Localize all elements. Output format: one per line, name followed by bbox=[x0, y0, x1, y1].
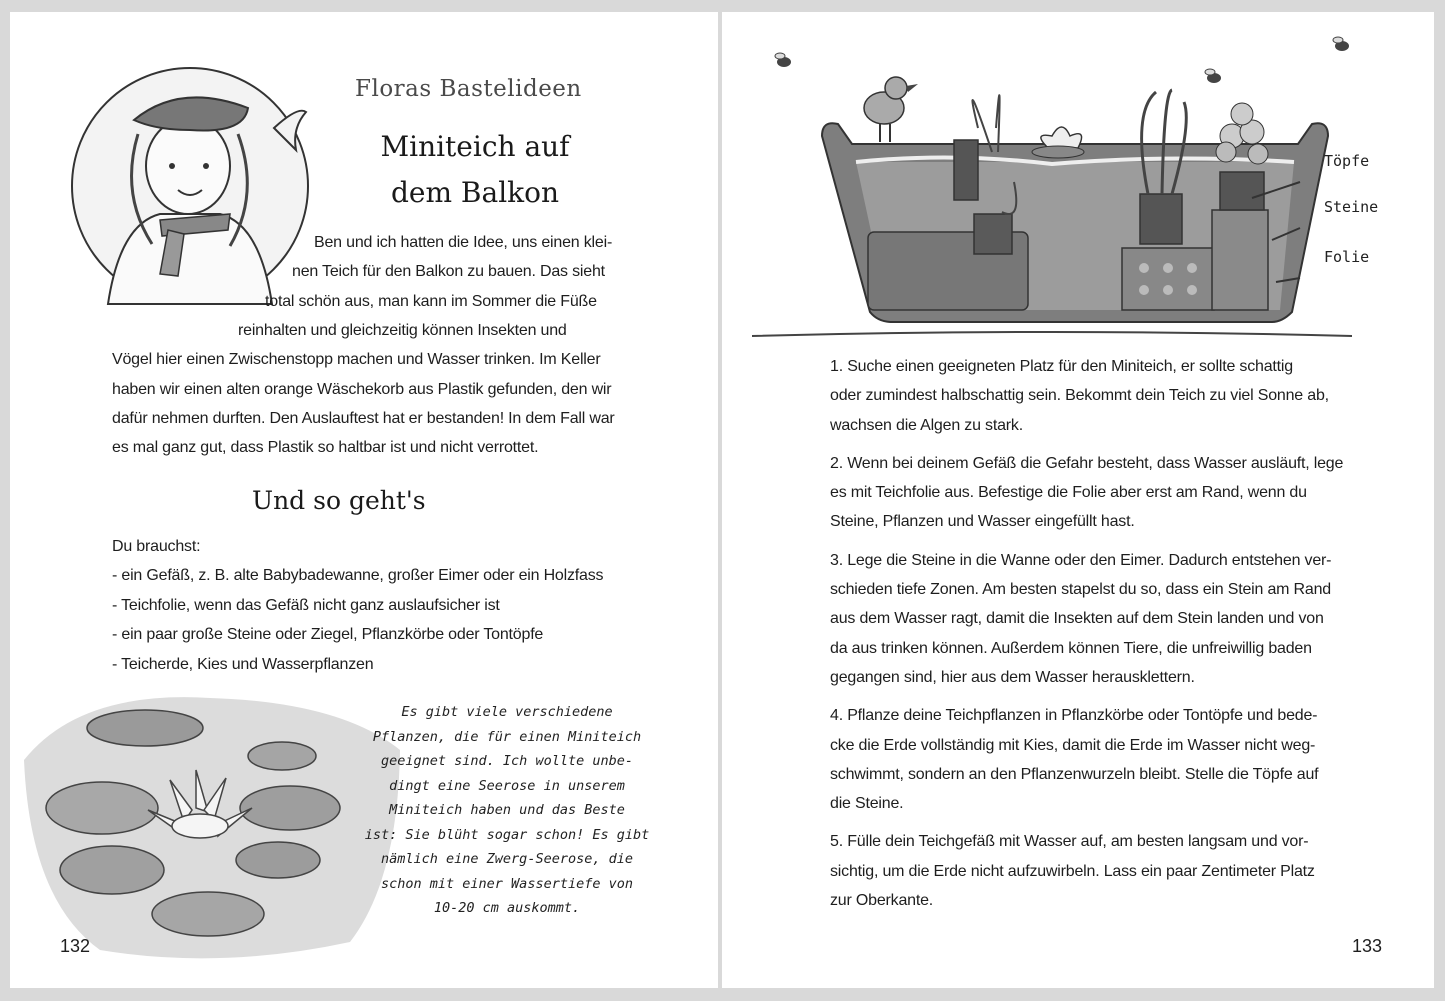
materials-item: - ein Gefäß, z. B. alte Babybadewanne, großer Eimer oder ein Holzfass bbox=[112, 567, 604, 584]
note-line: geeignet sind. Ich wollte unbe- bbox=[381, 753, 633, 769]
materials-item: - ein paar große Steine oder Ziegel, Pflanzkörbe oder Tontöpfe bbox=[112, 626, 544, 643]
bee-icon bbox=[775, 53, 791, 67]
intro-line: Ben und ich hatten die Idee, uns einen klei- bbox=[314, 234, 613, 251]
intro-line: Vögel hier einen Zwischenstopp machen und Wasser trinken. Im Keller bbox=[112, 351, 601, 368]
subheading: Und so geht's bbox=[252, 486, 426, 515]
bee-icon bbox=[1205, 69, 1221, 83]
right-page bbox=[722, 12, 1434, 988]
page-number: 132 bbox=[60, 936, 91, 956]
step: 4. Pflanze deine Teichpflanzen in Pflanzkörbe oder Tontöpfe und bede- cke die Erde vollständig mit Kies, damit die Erde im Wasser nicht weg- schwimmt, sondern an den Pflanzenwurzeln bleibt. Stelle die Töpfe auf die Steine. bbox=[830, 707, 1319, 813]
step: 1. Suche einen geeigneten Platz für den Miniteich, er sollte schattig oder zumindest halbschattig sein. Bekommt dein Teich zu viel Sonne ab, wachsen die Algen zu stark. bbox=[830, 358, 1329, 434]
diagram-label: Folie bbox=[1324, 248, 1370, 266]
intro-line: es mal ganz gut, dass Plastik so haltbar ist und nicht verrottet. bbox=[112, 439, 539, 456]
intro-line: nen Teich für den Balkon zu bauen. Das sieht bbox=[292, 263, 605, 280]
series-title: Floras Bastelideen bbox=[355, 76, 582, 102]
intro-line: total schön aus, man kann im Sommer die Füße bbox=[265, 293, 597, 310]
step: 2. Wenn bei deinem Gefäß die Gefahr besteht, dass Wasser ausläuft, lege es mit Teichfolie aus. Befestige die Folie aber erst am Rand, wenn du Steine, Pflanzen und Wasser eingefüllt hast. bbox=[830, 454, 1344, 531]
note-line: ist: Sie blüht sogar schon! Es gibt bbox=[364, 826, 650, 843]
intro-line: reinhalten und gleichzeitig können Insekten und bbox=[238, 322, 567, 339]
note-line: Es gibt viele verschiedene bbox=[401, 704, 613, 720]
note-line: 10-20 cm auskommt. bbox=[433, 900, 581, 916]
left-page bbox=[10, 12, 718, 988]
materials-item: - Teicherde, Kies und Wasserpflanzen bbox=[112, 656, 374, 673]
diagram-label: Töpfe bbox=[1324, 152, 1370, 170]
step: 3. Lege die Steine in die Wanne oder den Eimer. Dadurch entstehen ver- schieden tiefe Zonen. Am besten stapelst du so, dass ein Stein am Rand aus dem Wasser ragt, damit die Insekten auf dem Stein landen und von da aus trinken können. Außerdem können Tiere, die unfreiwillig baden gegangen sind, hier aus dem Wasser herausklettern. bbox=[830, 551, 1332, 686]
page-number: 133 bbox=[1352, 936, 1383, 956]
bird-icon bbox=[864, 77, 918, 142]
note-line: dingt eine Seerose in unserem bbox=[389, 777, 625, 794]
bee-icon bbox=[1333, 37, 1349, 51]
water-lily-icon bbox=[20, 680, 410, 970]
diagram-label: Steine bbox=[1324, 198, 1379, 216]
handwritten-note bbox=[362, 700, 652, 921]
intro-line: haben wir einen alten orange Wäschekorb aus Plastik gefunden, den wir bbox=[112, 381, 612, 398]
note-line: Pflanzen, die für einen Miniteich bbox=[372, 728, 642, 745]
note-line: Miniteich haben und das Beste bbox=[389, 802, 625, 818]
step: 5. Fülle dein Teichgefäß mit Wasser auf, am besten langsam und vor- sichtig, um die Erde nicht aufzuwirbeln. Lass ein paar Zentimeter Platz zur Oberkante. bbox=[830, 833, 1315, 910]
note-line: nämlich eine Zwerg-Seerose, die bbox=[381, 851, 633, 867]
page-title bbox=[340, 124, 610, 216]
intro-line: dafür nehmen durften. Den Auslauftest hat er bestanden! In dem Fall war bbox=[112, 410, 615, 427]
materials-intro: Du brauchst: bbox=[112, 538, 201, 555]
materials-item: - Teichfolie, wenn das Gefäß nicht ganz auslaufsicher ist bbox=[112, 597, 500, 614]
title-line: dem Balkon bbox=[390, 176, 560, 209]
instruction-steps bbox=[830, 352, 1410, 924]
title-line: Miniteich auf bbox=[380, 130, 570, 163]
girl-portrait-icon bbox=[60, 54, 320, 326]
note-line: schon mit einer Wassertiefe von bbox=[381, 875, 633, 892]
pond-diagram-icon bbox=[752, 32, 1352, 342]
